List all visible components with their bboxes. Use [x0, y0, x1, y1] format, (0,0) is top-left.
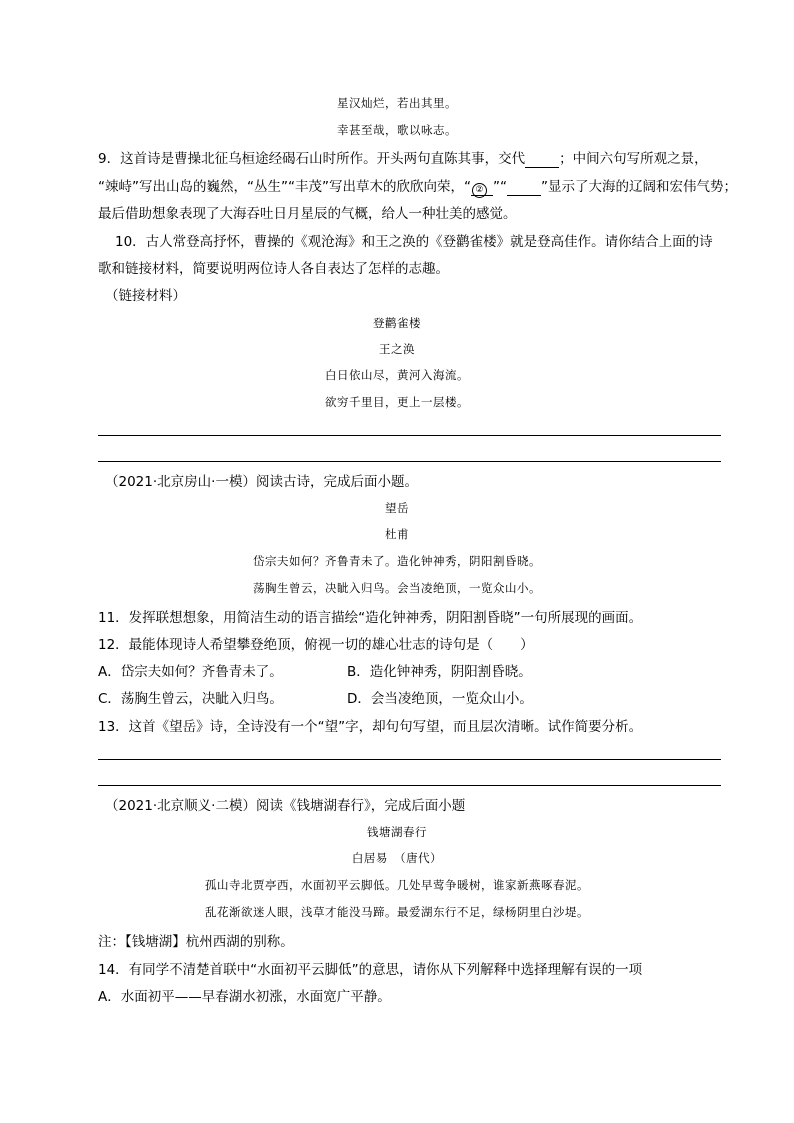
answer-blank-1[interactable]: [525, 153, 559, 168]
question-9-text-e: ”显示了大海的辽阔和宏伟气势；: [540, 179, 737, 195]
poem-dengque-author: 王之涣: [379, 342, 415, 356]
option-12-d[interactable]: D．会当凌绝顶，一览众山小。: [347, 691, 533, 707]
link-material-label: （链接材料）: [105, 288, 186, 304]
question-9-line-2: [98, 178, 737, 196]
answer-line[interactable]: [98, 461, 721, 462]
question-12: 12．最能体现诗人希望攀登绝顶，俯视一切的雄心壮志的诗句是（ ）: [98, 637, 534, 653]
circled-number-2: ②: [472, 183, 487, 198]
poem-dengque-line-2: 欲穷千里目，更上一层楼。: [325, 395, 469, 409]
poem-qiantang-title: 钱塘湖春行: [367, 825, 427, 839]
question-9-text-a: 9．这首诗是曹操北征乌桓途经碣石山时所作。开头两句直陈其事，交代: [98, 151, 526, 167]
answer-line[interactable]: [98, 435, 721, 436]
annotation-note: 注：【钱塘湖】杭州西湖的别称。: [98, 934, 294, 950]
poem-wangyue-author: 杜甫: [385, 527, 409, 541]
section-shunyi-intro: （2021·北京顺义·二模）阅读《钱塘湖春行》，完成后面小题: [105, 798, 466, 814]
poem-dengque-line-1: 白日依山尽，黄河入海流。: [325, 368, 469, 382]
answer-blank-3[interactable]: [507, 181, 541, 196]
poem-top-line-1: 星汉灿烂，若出其里。: [337, 96, 457, 110]
answer-line[interactable]: [98, 785, 721, 786]
question-11: 11．发挥联想想象，用简洁生动的语言描绘“造化钟神秀，阴阳割昏晓”一句所展现的画面。: [98, 610, 643, 626]
question-9-text-c: “竦峙”写出山岛的巍然，“丛生”“丰茂”写出草木的欣欣向荣，“: [98, 179, 471, 195]
answer-blank-2[interactable]: [471, 181, 493, 196]
poem-top-line-2: 幸甚至哉，歌以咏志。: [337, 123, 457, 137]
poem-dengque-title: 登鹳雀楼: [373, 316, 421, 330]
poem-qiantang-line-1: 孤山寺北贾亭西，水面初平云脚低。几处早莺争暖树，谁家新燕啄春泥。: [205, 878, 589, 892]
option-12-c[interactable]: C．荡胸生曾云，决眦入归鸟。: [98, 691, 283, 707]
option-14-a[interactable]: A．水面初平——早春湖水初涨，水面宽广平静。: [98, 989, 391, 1005]
poem-wangyue-line-2: 荡胸生曾云，决眦入归鸟。会当凌绝顶，一览众山小。: [253, 581, 541, 595]
answer-line[interactable]: [98, 759, 721, 760]
question-9-text-b: ；中间六句写所观之景，: [559, 151, 708, 167]
poem-qiantang-line-2: 乱花渐欲迷人眼，浅草才能没马蹄。最爱湖东行不足，绿杨阴里白沙堤。: [205, 905, 589, 919]
question-10-line-1: 10．古人常登高抒怀，曹操的《观沧海》和王之涣的《登鹳雀楼》就是登高佳作。请你结合上面的诗: [115, 234, 713, 250]
question-10-line-2: 歌和链接材料，简要说明两位诗人各自表达了怎样的志趣。: [98, 261, 449, 277]
option-12-a[interactable]: A．岱宗夫如何？齐鲁青未了。: [98, 664, 283, 680]
poem-wangyue-line-1: 岱宗夫如何？齐鲁青未了。造化钟神秀，阴阳割昏晓。: [253, 554, 541, 568]
option-12-b[interactable]: B．造化钟神秀，阴阳割昏晓。: [347, 664, 532, 680]
question-14: 14．有同学不清楚首联中“水面初平云脚低”的意思，请你从下列解释中选择理解有误的一项: [98, 962, 643, 978]
poem-qiantang-author: 白居易 （唐代）: [351, 851, 443, 865]
question-9-line-1: [98, 150, 708, 168]
poem-wangyue-title: 望岳: [385, 501, 409, 515]
question-13: 13．这首《望岳》诗，全诗没有一个“望”字，却句句写望，而且层次清晰。试作简要分析。: [98, 719, 643, 735]
question-9-line-3: 最后借助想象表现了大海吞吐日月星辰的气概，给人一种壮美的感觉。: [98, 206, 517, 222]
question-9-text-d: ”“: [492, 179, 507, 195]
section-fangshan-intro: （2021·北京房山·一模）阅读古诗，完成后面小题。: [105, 474, 418, 490]
